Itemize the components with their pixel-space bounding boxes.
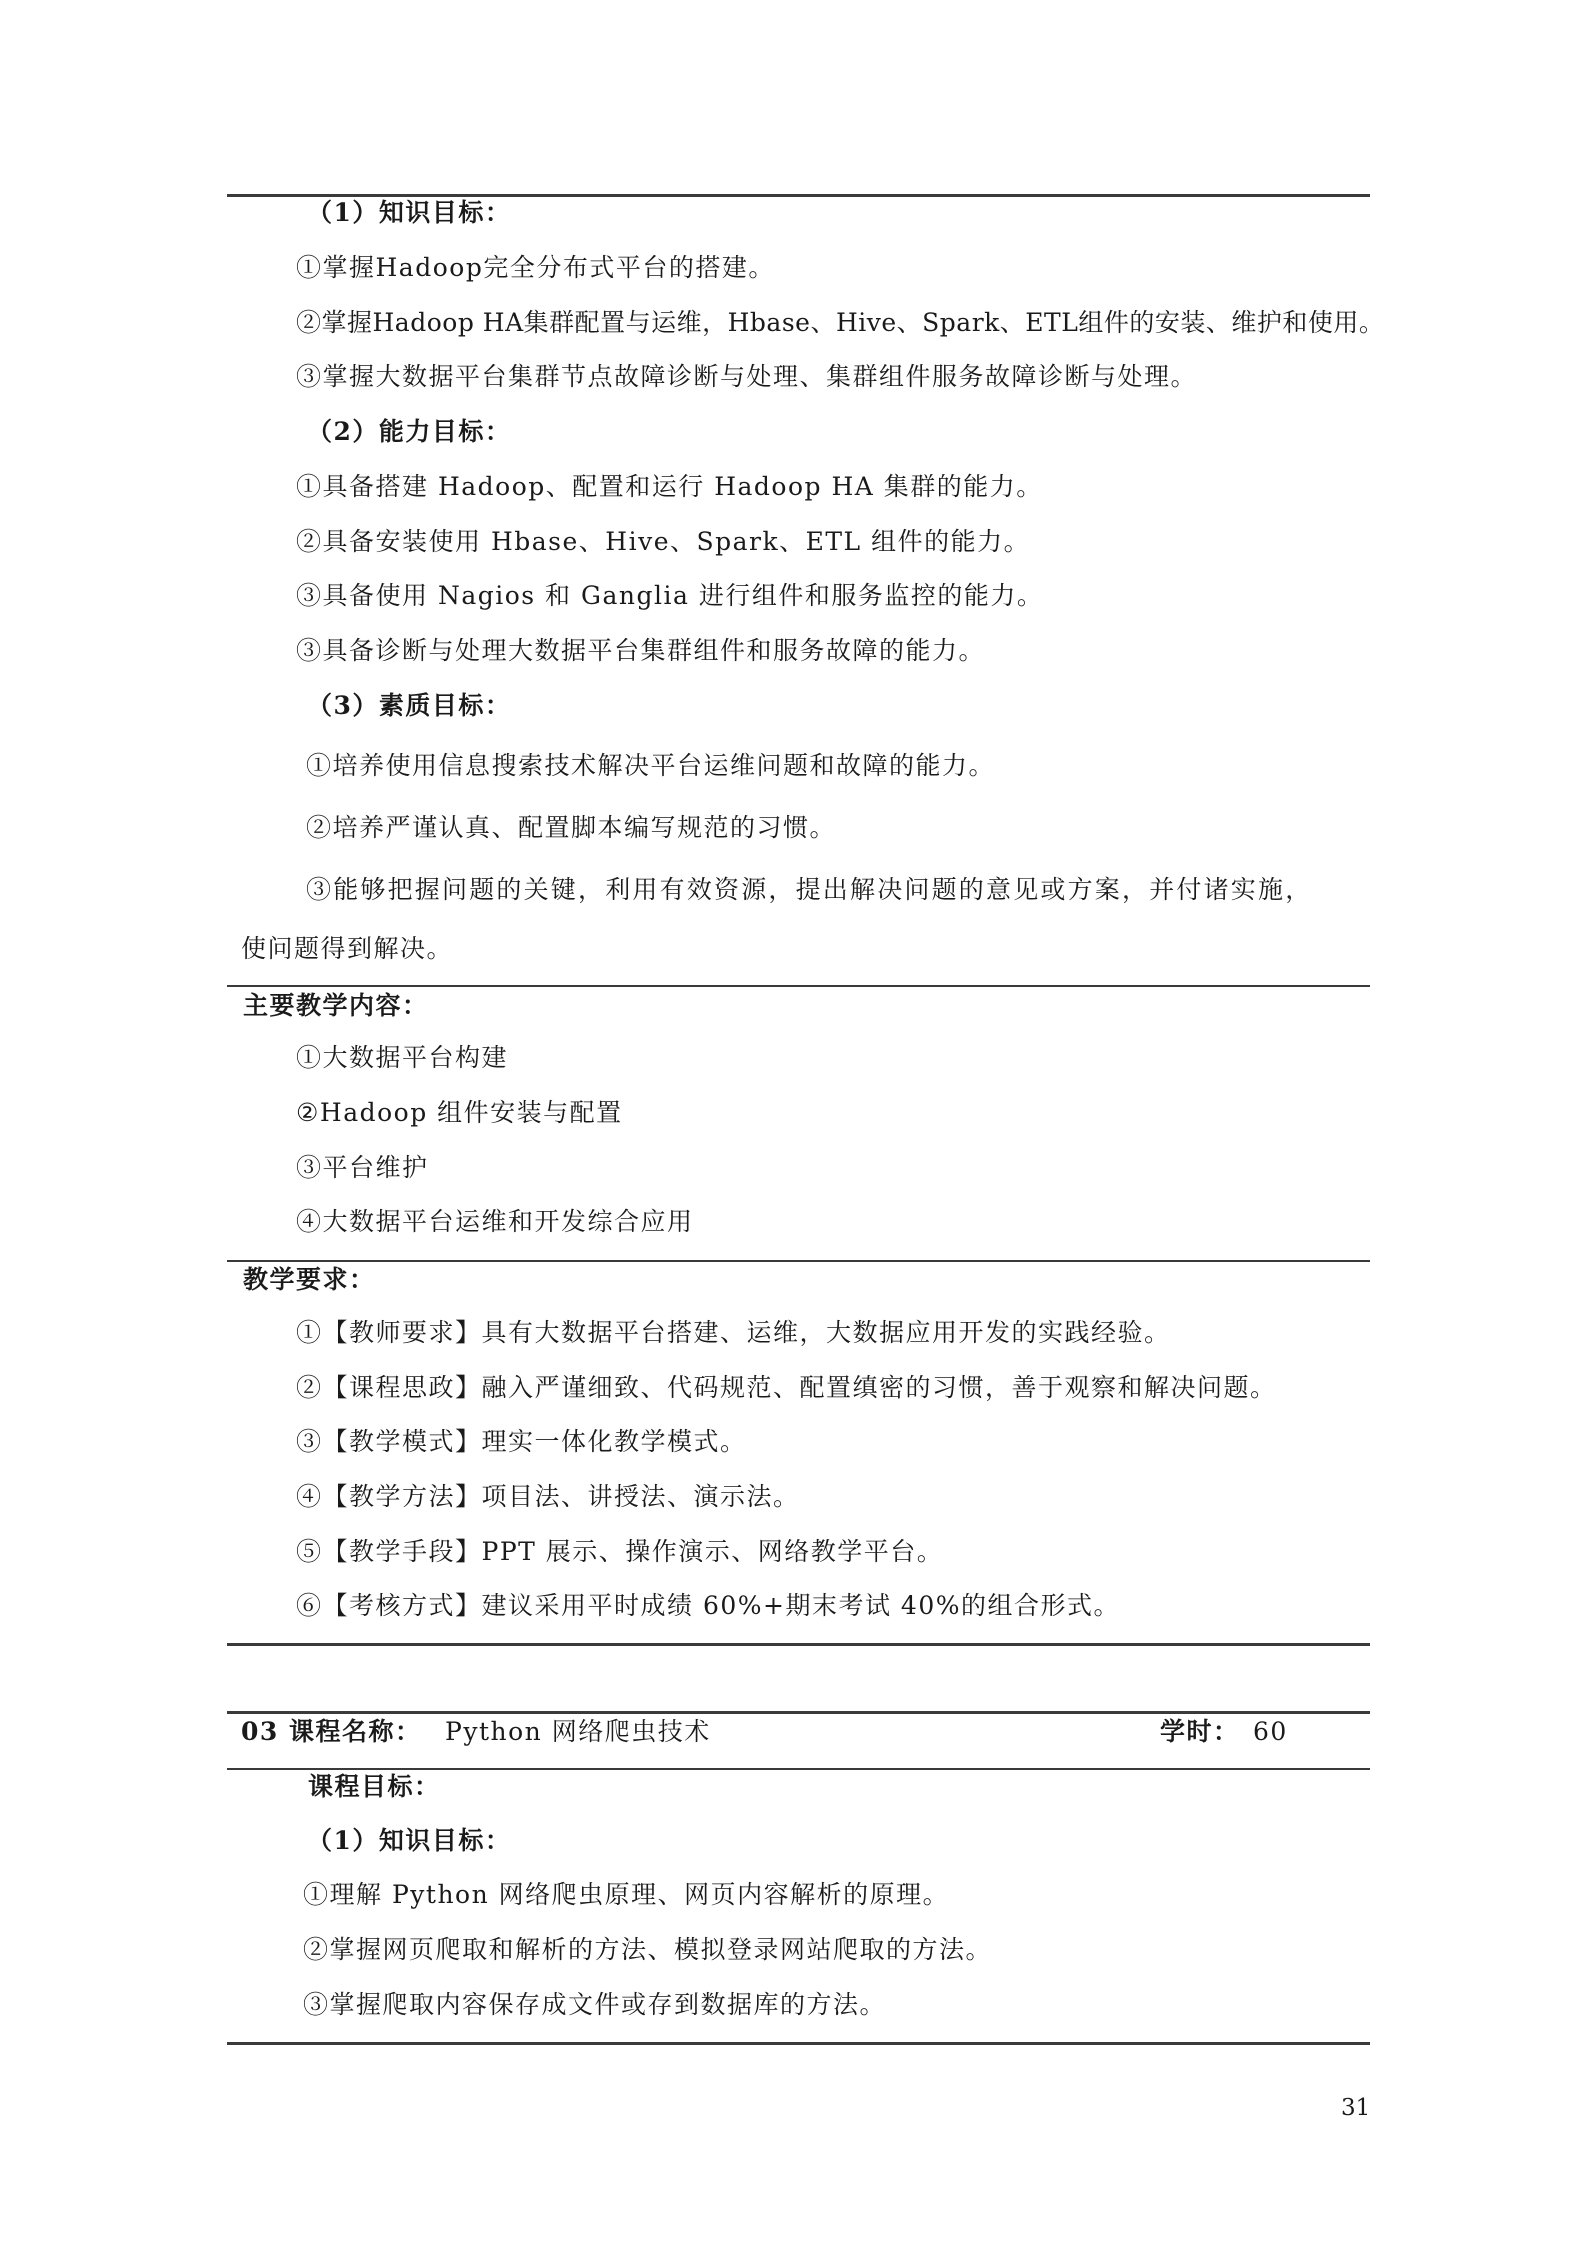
row-divider <box>227 1768 1370 1770</box>
course-name-value: Python 网络爬虫技术 <box>445 1717 711 1746</box>
course-table-top-border <box>227 1711 1370 1714</box>
ability-item-4: ③具备诊断与处理大数据平台集群组件和服务故障的能力。 <box>296 636 986 665</box>
course-hours-label: 学时： <box>1160 1717 1240 1746</box>
quality-item-1: ①培养使用信息搜索技术解决平台运维问题和故障的能力。 <box>306 751 996 780</box>
ability-item-1: ①具备搭建 Hadoop、配置和运行 Hadoop HA 集群的能力。 <box>296 472 1043 501</box>
requirement-item-4: ④【教学方法】项目法、讲授法、演示法。 <box>296 1482 800 1511</box>
course-name-label: 03 课程名称： <box>241 1717 422 1746</box>
requirement-item-5: ⑤【教学手段】PPT 展示、操作演示、网络教学平台。 <box>296 1537 944 1566</box>
ability-objectives-heading: （2）能力目标： <box>307 417 512 446</box>
quality-item-3-continuation: 使问题得到解决。 <box>241 934 454 963</box>
requirements-heading: 教学要求： <box>243 1265 376 1294</box>
knowledge-item-1: ①掌握Hadoop完全分布式平台的搭建。 <box>296 253 775 282</box>
content-item-3: ③平台维护 <box>296 1153 429 1182</box>
course-hours-value: 60 <box>1253 1717 1288 1746</box>
requirement-item-2: ②【课程思政】融入严谨细致、代码规范、配置缜密的习惯，善于观察和解决问题。 <box>296 1373 1277 1402</box>
main-content-heading: 主要教学内容： <box>243 991 429 1020</box>
table-bottom-border <box>227 1643 1370 1646</box>
requirement-item-3: ③【教学模式】理实一体化教学模式。 <box>296 1427 747 1456</box>
quality-objectives-heading: （3）素质目标： <box>307 691 512 720</box>
table-top-border <box>227 194 1370 197</box>
content-item-1: ①大数据平台构建 <box>296 1043 509 1072</box>
ability-item-3: ③具备使用 Nagios 和 Ganglia 进行组件和服务监控的能力。 <box>296 581 1044 610</box>
row-divider <box>227 985 1370 987</box>
quality-item-2: ②培养严谨认真、配置脚本编写规范的习惯。 <box>306 813 837 842</box>
course-knowledge-item-2: ②掌握网页爬取和解析的方法、模拟登录网站爬取的方法。 <box>303 1935 993 1964</box>
row-divider <box>227 1260 1370 1262</box>
knowledge-item-3: ③掌握大数据平台集群节点故障诊断与处理、集群组件服务故障诊断与处理。 <box>296 362 1198 391</box>
course-knowledge-item-3: ③掌握爬取内容保存成文件或存到数据库的方法。 <box>303 1990 887 2019</box>
knowledge-objectives-heading: （1）知识目标： <box>307 198 512 227</box>
knowledge-item-2: ②掌握Hadoop HA集群配置与运维，Hbase、Hive、Spark、ETL组件的安装、维护和使用。 <box>296 308 1385 337</box>
course-knowledge-item-1: ①理解 Python 网络爬虫原理、网页内容解析的原理。 <box>303 1880 950 1909</box>
requirement-item-6: ⑥【考核方式】建议采用平时成绩 60%+期末考试 40%的组合形式。 <box>296 1591 1120 1620</box>
content-item-4: ④大数据平台运维和开发综合应用 <box>296 1207 694 1236</box>
content-item-2: ②Hadoop 组件安装与配置 <box>296 1098 623 1127</box>
course-objectives-heading: 课程目标： <box>308 1772 441 1801</box>
ability-item-2: ②具备安装使用 Hbase、Hive、Spark、ETL 组件的能力。 <box>296 527 1031 556</box>
quality-item-3: ③能够把握问题的关键，利用有效资源，提出解决问题的意见或方案，并付诸实施， <box>306 875 1313 904</box>
page-number: 31 <box>1341 2095 1371 2121</box>
course-knowledge-heading: （1）知识目标： <box>307 1826 512 1855</box>
course-table-bottom-border <box>227 2042 1370 2045</box>
requirement-item-1: ①【教师要求】具有大数据平台搭建、运维，大数据应用开发的实践经验。 <box>296 1318 1171 1347</box>
